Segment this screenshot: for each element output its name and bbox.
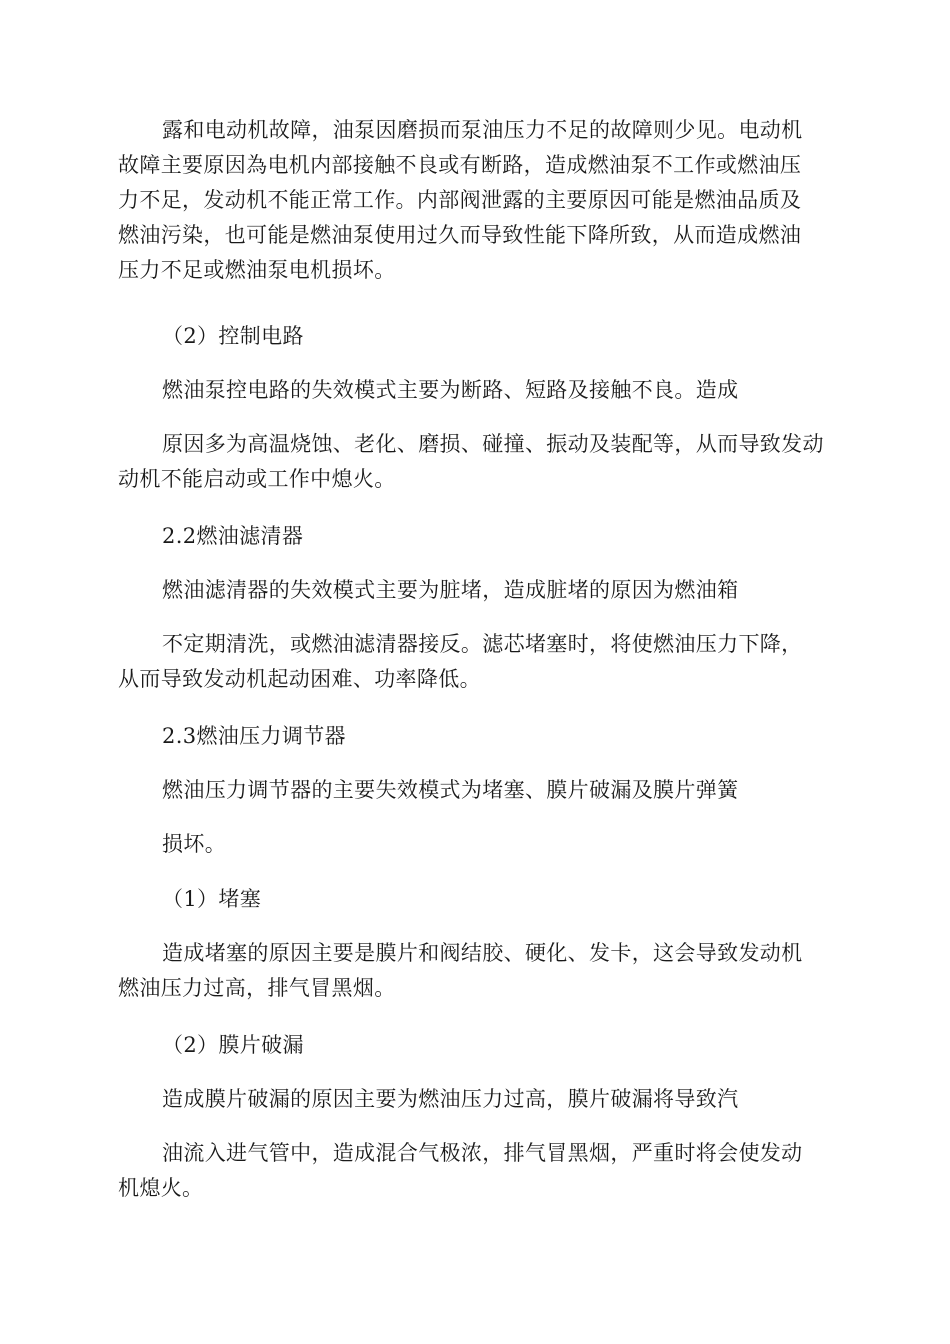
text-line-7: 燃油泵控电路的失效模式主要为断路、短路及接触不良。造成 <box>162 378 739 402</box>
text-line-4: 燃油污染，也可能是燃油泵使用过久而导致性能下降所致，从而造成燃油 <box>118 223 802 247</box>
text-line-16: 损坏。 <box>162 832 227 856</box>
text-line-18: 造成堵塞的原因主要是膜片和阀结胶、硬化、发卡，这会导致发动机 <box>162 941 803 965</box>
text-line-15: 燃油压力调节器的主要失效模式为堵塞、膜片破漏及膜片弹簧 <box>162 778 739 802</box>
text-line-13: 从而导致发动机起动困难、功率降低。 <box>118 667 481 691</box>
text-line-23: 机熄火。 <box>118 1176 204 1200</box>
text-line-9: 动机不能启动或工作中熄火。 <box>118 467 396 491</box>
text-line-22: 油流入进气管中，造成混合气极浓，排气冒黑烟，严重时将会使发动 <box>162 1141 803 1165</box>
text-line-3: 力不足，发动机不能正常工作。内部阀泄露的主要原因可能是燃油品质及 <box>118 188 802 212</box>
text-line-19: 燃油压力过高，排气冒黑烟。 <box>118 976 396 1000</box>
text-line-21: 造成膜片破漏的原因主要为燃油压力过高，膜片破漏将导致汽 <box>162 1087 739 1111</box>
text-line-5: 压力不足或燃油泵电机损坏。 <box>118 258 396 282</box>
subheading-control-circuit: （2）控制电路 <box>162 324 304 348</box>
text-line-8: 原因多为高温烧蚀、老化、磨损、碰撞、振动及装配等，从而导致发动 <box>162 432 824 456</box>
text-line-1: 露和电动机故障，油泵因磨损而泵油压力不足的故障则少见。电动机 <box>162 118 803 142</box>
subheading-diaphragm-leak: （2）膜片破漏 <box>162 1033 304 1057</box>
subheading-blockage: （1）堵塞 <box>162 887 262 911</box>
text-line-11: 燃油滤清器的失效模式主要为脏堵，造成脏堵的原因为燃油箱 <box>162 578 739 602</box>
heading-fuel-pressure-regulator: 2.3燃油压力调节器 <box>162 724 346 748</box>
text-line-2: 故障主要原因為电机内部接触不良或有断路，造成燃油泵不工作或燃油压 <box>118 153 802 177</box>
text-line-12: 不定期清洗，或燃油滤清器接反。滤芯堵塞时，将使燃油压力下降， <box>162 632 803 656</box>
heading-fuel-filter: 2.2燃油滤清器 <box>162 524 304 548</box>
